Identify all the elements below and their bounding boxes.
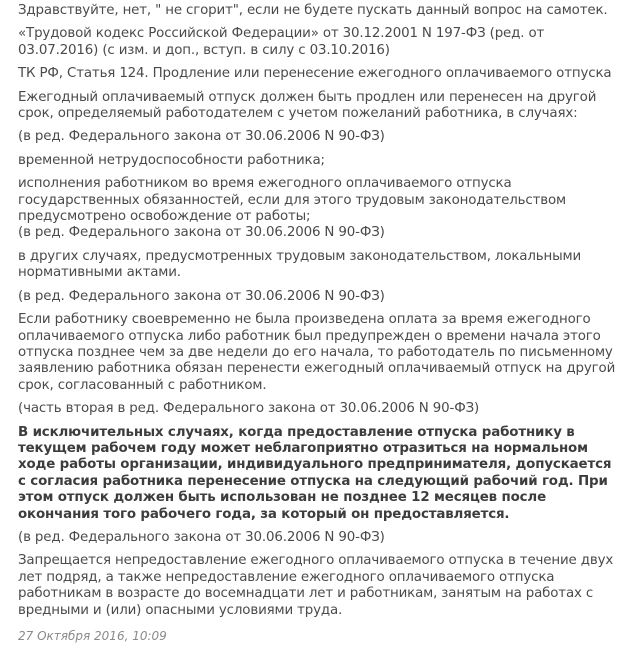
amendment-note: (часть вторая в ред. Федерального закона от 30.06.2006 N 90-ФЗ) [18,401,480,417]
law-text-paragraph: Запрещается непредоставление ежегодного оплачиваемого отпуска в течение двух лет подряд, а также непредоставление ежегодного оплачиваемого отпуска работникам в возрасте до восемнадцати лет и работникам, занятым на работах с вредными и (или) опасными условиями труда. [18,553,614,618]
law-text-paragraph: исполнения работником во время ежегодного оплачиваемого отпуска государственных обязанностей, если для этого трудовым законодательством предусмотрено освобождение от работы; [18,176,566,225]
post-date: 27 Октября 2016, 10:09 [18,629,167,643]
amendment-note: (в ред. Федерального закона от 30.06.2006 N 90-ФЗ) [18,529,385,545]
law-text-paragraph: Ежегодный оплачиваемый отпуск должен быть продлен или перенесен на другой срок, определяемый работодателем с учетом пожеланий работника, в случаях: [18,89,597,122]
article-title: ТК РФ, Статья 124. Продление или перенесение ежегодного оплачиваемого отпуска [18,66,612,82]
law-reference-paragraph: «Трудовой кодекс Российской Федерации» от 30.12.2001 N 197-ФЗ (ред. от 03.07.2016) (с изм. и доп., вступ. в силу с 03.10.2016) [18,26,545,58]
law-text-paragraph: Если работнику своевременно не была произведена оплата за время ежегодного оплачиваемого отпуска либо работник был предупрежден о времени начала этого отпуска позднее чем за две недели до его начала, то работодатель по письменному заявлению работника обязан перенести ежегодный оплачиваемый отпуск на другой срок, согласованный с работником. [18,312,616,393]
law-text-paragraph: временной нетрудоспособности работника; [18,152,325,168]
greeting-paragraph: Здравствуйте, нет, " не сгорит", если не будете пускать данный вопрос на самотек. [18,3,608,18]
law-text-paragraph: в других случаях, предусмотренных трудовым законодательством, локальными нормативными актами. [18,248,582,281]
amendment-note: (в ред. Федерального закона от 30.06.2006 N 90-ФЗ) [18,225,385,241]
amendment-note: (в ред. Федерального закона от 30.06.2006 N 90-ФЗ) [18,288,385,304]
highlighted-law-paragraph: В исключительных случаях, когда предоставление отпуска работнику в текущем рабочем году может неблагоприятно отразиться на нормальном ходе работы организации, индивидуального предпринимателя, допускается с согласия работника перенесение отпуска на следующий рабочий год. При этом отпуск должен быть использован не позднее 12 месяцев после окончания того рабочего года, за который он предоставляется. [18,424,612,522]
amendment-note: (в ред. Федерального закона от 30.06.2006 N 90-ФЗ) [18,129,385,145]
